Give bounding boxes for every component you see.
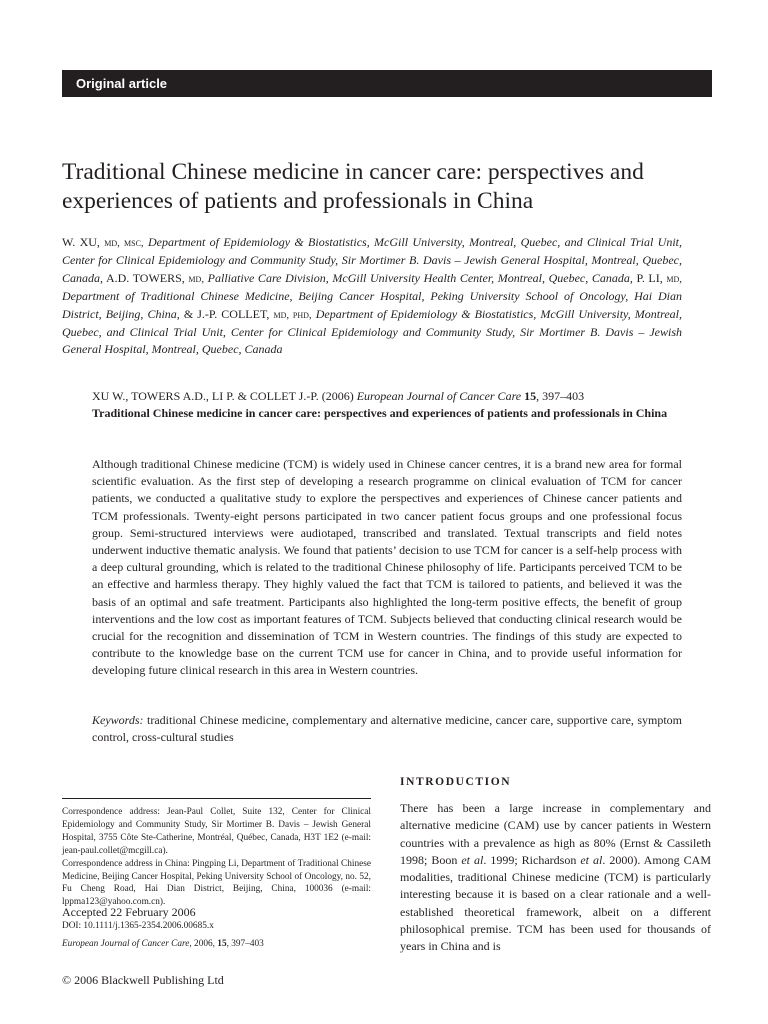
journal-reference-year: 2006,	[191, 939, 218, 949]
author-affiliation: Department of Epidemiology & Biostatistics, McGill University, Montreal, Quebec, and Clinical Trial Unit, Center for Clinical Epidemiology and Community Study, Sir Mortimer B. Davis – Jewish General Hospital, Montreal, Quebec, Canada,	[62, 235, 683, 285]
abstract: Although traditional Chinese medicine (TCM) is widely used in Chinese cancer centres, it is a brand new area for formal scientific evaluation. As the first step of developing a research programme on clinical evaluation of TCM for cancer patients, we conducted a qualitative study to explore the perspectives and experiences of Chinese cancer patients and TCM professionals. Twenty-eight persons participated in two cancer patient focus groups and one professional focus group. Semi-structured interviews were audiotaped, transcribed and translated. Textual transcripts and field notes underwent inductive thematic analysis. We found that patients’ decision to use TCM for cancer is a self-help process with a deep cultural grounding, which is related to the traditional Chinese philosophy of life. Participants perceived TCM to be an effective and harmless therapy. They highly valued the fact that TCM is tailored to patients, and believed it was the basis of an optimal and safe treatment. Participants also highlighted the long-term positive effects, the benefit of group interventions and the low cost as important features of TCM. Subjects believed that conducting clinical research would be crucial for the recognition and dissemination of TCM in Western countries. The findings of this study are expected to contribute to the knowledge base on the current TCM use for cancer in China, and to provide useful information for developing future clinical research in this area in Western countries.	[92, 457, 682, 678]
author-degrees: md,	[666, 272, 682, 285]
author-affiliation: Department of Traditional Chinese Medicine, Beijing Cancer Hospital, Peking University School of Oncology, Hai Dian District, Beijing, China,	[62, 289, 682, 321]
author-name: W. XU,	[62, 235, 100, 249]
citation-pages: , 397–403	[536, 389, 585, 403]
intro-text-part: et al	[461, 852, 484, 867]
keywords-label: Keywords:	[92, 713, 144, 727]
author-affiliation: Palliative Care Division, McGill University Health Center, Montreal, Quebec, Canada,	[207, 270, 633, 285]
author-name: & J.-P. COLLET,	[183, 306, 270, 321]
correspondence-note	[62, 806, 371, 909]
intro-text-part: There has been a large increase in complementary and alternative medicine (CAM) use by cancer patients in Western countries with a prevalence as high as 80% (Ernst & Cassileth 1998; Boon	[400, 801, 711, 867]
citation-volume: 15	[524, 389, 537, 403]
author-name: A.D. TOWERS,	[105, 270, 185, 285]
intro-text-part: . 1999; Richardson	[483, 852, 581, 867]
citation-title: Traditional Chinese medicine in cancer care: perspectives and experiences of patients and professionals in China	[92, 406, 668, 420]
author-degrees: md, msc,	[104, 237, 144, 249]
journal-reference	[62, 938, 371, 951]
citation-line	[92, 388, 682, 405]
keywords	[92, 712, 682, 746]
journal-reference-name: European Journal of Cancer Care,	[62, 939, 192, 949]
author-affiliation: Department of Epidemiology & Biostatistics, McGill University, Montreal, Quebec, and Clinical Trial Unit, Center for Clinical Epidemiology and Community Study, Sir Mortimer B. Davis – Jewish General Hospital, Montreal, Quebec, Canada	[62, 306, 682, 357]
article-type-label: Original article	[76, 76, 168, 91]
citation-journal: European Journal of Cancer Care	[356, 389, 522, 403]
journal-reference-volume: 15	[217, 939, 227, 949]
introduction-heading: INTRODUCTION	[400, 776, 512, 788]
introduction-text	[400, 800, 711, 956]
correspondence-address: Correspondence address: Jean-Paul Collet, Suite 132, Center for Clinical Epidemiology and Community Study, Sir Mortimer B. Davis – Jewish General Hospital, 3755 Côte Ste-Catherine, Montréal, Québec, Canada, H3T 1E2 (e-mail: jean-paul.collet@mcgill.ca).	[62, 807, 371, 856]
author-degrees: md, phd,	[273, 308, 312, 321]
accepted-date: Accepted 22 February 2006	[62, 905, 196, 919]
intro-text-part: . 2000). Among CAM modalities, traditional Chinese medicine (TCM) is particularly interesting because it is based on a clear rationale and a well-established theoretical framework, albeit on a different philosophical premise. TCM has been used for thousands of years in China and is	[400, 852, 711, 954]
intro-text-part: et al	[580, 852, 603, 867]
footnote-divider	[62, 798, 371, 799]
citation-authors: XU W., TOWERS A.D., LI P. & COLLET J.-P. (2006)	[92, 389, 354, 403]
article-title: Traditional Chinese medicine in cancer care: perspectives and experiences of patients and professionals in China	[62, 159, 644, 214]
citation-block	[92, 388, 682, 422]
copyright-notice: © 2006 Blackwell Publishing Ltd	[62, 973, 224, 987]
keywords-text: traditional Chinese medicine, complementary and alternative medicine, cancer care, supportive care, symptom control, cross-cultural studies	[92, 713, 683, 745]
journal-reference-pages: , 397–403	[226, 939, 264, 949]
article-type-banner	[62, 70, 712, 97]
author-list	[62, 234, 682, 359]
correspondence-address-china: Correspondence address in China: Pingping Li, Department of Traditional Chinese Medicine, Beijing Cancer Hospital, Peking University School of Oncology, no. 52, Fu Cheng Road, Hai Dian District, Beijing, China, 100036 (e-mail: lppma123@yahoo.com.cn).	[62, 858, 371, 908]
doi: DOI: 10.1111/j.1365-2354.2006.00685.x	[62, 921, 214, 931]
author-degrees: md,	[188, 272, 205, 285]
author-name: P. LI,	[636, 270, 663, 285]
